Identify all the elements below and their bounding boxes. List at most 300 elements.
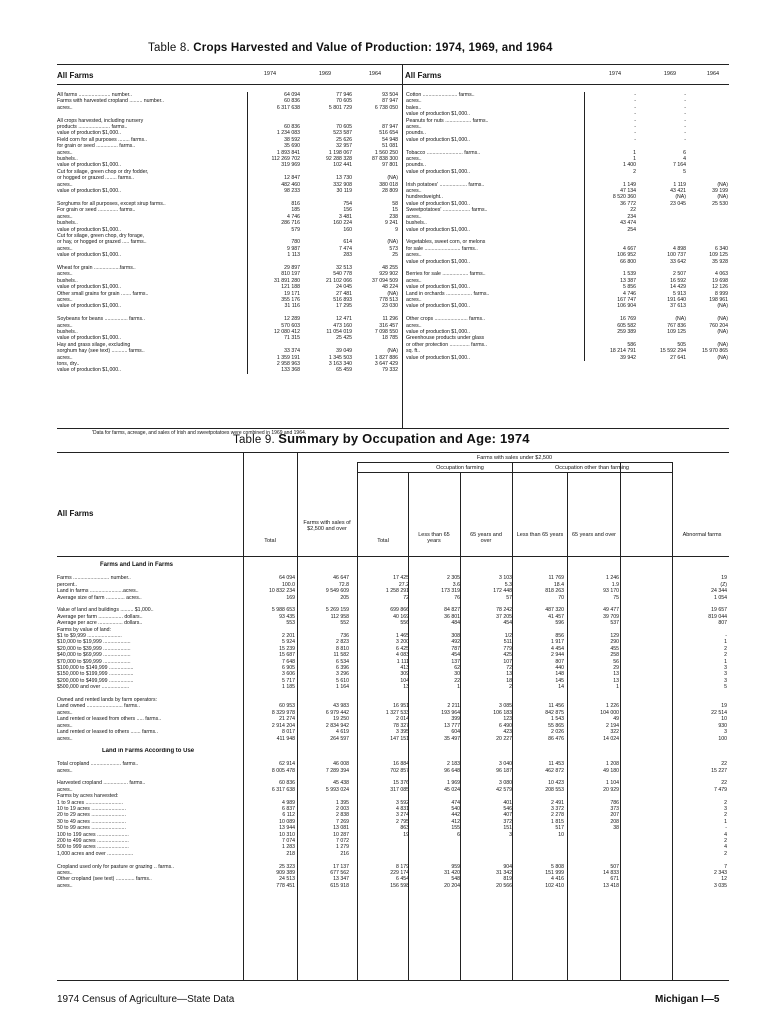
table-cell: 155 <box>451 825 460 832</box>
table-cell: 14 <box>558 684 564 691</box>
row-label: products ...................... farms.. <box>57 124 128 131</box>
table-cell: 4 <box>683 156 686 163</box>
table-cell: 3 103 <box>499 575 512 582</box>
table-cell: 2 278 <box>551 812 564 819</box>
table-cell: (NA) <box>717 303 728 310</box>
table-cell: 160 <box>343 226 352 233</box>
table-cell: 109 125 <box>709 252 728 259</box>
table-cell: - <box>684 117 686 124</box>
table-cell: 198 961 <box>709 296 728 303</box>
table-cell: 9 <box>395 226 398 233</box>
table-cell: 70 <box>558 594 564 601</box>
row-label: $20,000 to $39,999 ................... <box>57 645 131 652</box>
table-cell: 1 279 <box>336 844 349 851</box>
row-label: acres.. <box>57 882 73 889</box>
table-cell: 39 199 <box>712 188 728 195</box>
table-cell: 151 <box>503 825 512 832</box>
table-cell: 6 905 <box>243 665 297 671</box>
table-cell: 15 239 <box>243 646 297 652</box>
table-cell: 33 642 <box>670 258 686 265</box>
table-cell: 35 690 <box>247 143 302 149</box>
table8-center-divider <box>402 64 403 428</box>
table-cell: (NA) <box>675 194 686 201</box>
table9-number: Table 9. <box>233 434 275 446</box>
table-cell: 2 823 <box>336 639 349 646</box>
row-label: acres.. <box>57 869 73 876</box>
table8-right-year-1964: 1964 <box>706 71 720 77</box>
table-cell: 548 <box>451 876 460 883</box>
table-cell: 133 368 <box>247 367 302 373</box>
table-cell: 5.3 <box>504 581 512 588</box>
row-label: Total cropland ..................... farms.. <box>57 761 139 768</box>
table-cell: 72.8 <box>338 581 349 588</box>
table-cell: - <box>684 111 686 118</box>
table8-left-table <box>57 92 401 374</box>
table-cell: 507 <box>610 863 619 870</box>
row-label: acres.. <box>406 98 422 105</box>
table-cell: 17 137 <box>333 863 349 870</box>
table-cell: (NA) <box>717 194 728 201</box>
table-cell: 60 836 <box>247 124 302 130</box>
table-cell: - <box>584 137 638 143</box>
table-cell: 1 327 533 <box>385 709 409 716</box>
table9-sales-under-header: Farms with sales under $2,500 <box>476 455 553 461</box>
table-cell: 286 716 <box>247 220 302 226</box>
row-label: pounds.. <box>406 162 426 169</box>
table-cell: 8 520 360 <box>584 194 638 200</box>
row-label: value of production $1,000.. <box>57 252 122 259</box>
table-cell: 7 479 <box>714 786 727 793</box>
row-label: Farms by value of land: <box>57 626 111 633</box>
table-cell: 43 474 <box>584 220 638 226</box>
table-cell: 516 654 <box>379 130 398 137</box>
table-cell: 49 477 <box>603 607 619 614</box>
table-cell: - <box>684 130 686 137</box>
table-cell: 16 769 <box>584 316 638 322</box>
row-label: 10 to 19 acres ........................ <box>57 805 126 812</box>
table-cell: 33 374 <box>247 348 302 354</box>
table-row <box>57 367 400 373</box>
table-cell: 1 <box>457 684 460 691</box>
table-cell: 3 <box>724 677 727 684</box>
table-cell: 21 274 <box>243 716 297 722</box>
table-cell: 570 603 <box>247 323 302 329</box>
table-cell: (NA) <box>387 239 398 246</box>
table-cell: 3 035 <box>714 882 727 889</box>
table9-body-table <box>57 569 729 889</box>
row-label: acres.. <box>57 149 73 156</box>
table-cell: 537 <box>610 620 619 627</box>
table-cell: 62 914 <box>243 761 297 767</box>
row-label: 20 to 29 acres ........................ <box>57 812 126 819</box>
row-label: Farms with harvested cropland ......... number.. <box>57 98 164 105</box>
row-label: acres.. <box>57 245 73 252</box>
table-cell: 9 987 <box>247 246 302 252</box>
table-cell: 96 187 <box>496 767 512 774</box>
row-label: bushels.. <box>57 328 78 335</box>
row-label: value of production $1,000.. <box>57 335 122 342</box>
row-label: $1 to $9,999 ........................ <box>57 633 122 640</box>
table9-title <box>233 432 530 447</box>
table-cell: 540 <box>451 805 460 812</box>
table-cell: 1 <box>584 156 638 162</box>
table-cell: 5 <box>724 684 727 691</box>
table-cell: 6 425 <box>396 645 409 652</box>
row-label: Cotton ........................ farms.. <box>406 92 475 98</box>
table8-left-year-1974: 1974 <box>263 71 277 77</box>
table-cell: 102 441 <box>333 162 352 169</box>
table-cell: 264 597 <box>330 735 349 742</box>
table-cell: 412 <box>451 818 460 825</box>
table-cell: 100 737 <box>667 252 686 259</box>
row-label: Other cropland (see text) ............. farms.. <box>57 876 152 883</box>
table-cell: 2 343 <box>714 869 727 876</box>
row-label: bales.. <box>406 104 422 111</box>
table-cell: 12 847 <box>247 175 302 181</box>
table-cell: (NA) <box>717 341 728 348</box>
table-cell: 8 005 478 <box>243 768 297 774</box>
table-cell: 27.2 <box>398 581 409 588</box>
table-cell: 25 626 <box>336 136 352 143</box>
row-label: value of production $1,000.. <box>57 162 122 169</box>
table-cell: 573 <box>389 245 398 252</box>
table-cell: 173 319 <box>441 588 460 595</box>
table9-bottom-rule <box>57 980 729 981</box>
table-cell: 423 <box>503 729 512 736</box>
table-cell: 19 <box>403 831 409 838</box>
table-cell: 238 <box>389 213 398 220</box>
table-cell: 3 647 429 <box>374 361 398 367</box>
table-cell: 18 <box>506 677 512 684</box>
table-cell: 13 081 <box>333 825 349 832</box>
table-cell: 27 641 <box>670 354 686 361</box>
table-cell: 3 163 340 <box>328 361 352 367</box>
table-cell: 104 <box>400 677 409 684</box>
table-cell: 2 <box>724 645 727 652</box>
row-label: 1,000 acres and over .................. <box>57 850 134 857</box>
row-label: $500,000 and over ................... <box>57 684 130 691</box>
table-cell: 79 332 <box>382 367 398 374</box>
table8-title <box>148 43 553 55</box>
table-cell: - <box>684 92 686 98</box>
row-label: Land in orchards .................. farms.. <box>406 290 490 297</box>
table-cell: 13 <box>506 671 512 678</box>
table-cell: 4 <box>724 844 727 851</box>
table-cell: 22 <box>584 207 638 213</box>
table-cell: 3 606 <box>243 671 297 677</box>
table-cell: 107 <box>503 658 512 665</box>
table-cell: 71 315 <box>247 335 302 341</box>
table-cell: 100.0 <box>243 582 297 588</box>
table-cell: 807 <box>555 658 564 665</box>
table-cell: 1 <box>724 818 727 825</box>
table-cell: 6 <box>683 149 686 156</box>
table9-header-rule <box>357 462 672 463</box>
table-cell: 10 089 <box>243 819 297 825</box>
table-cell: 18 214 791 <box>584 348 638 354</box>
table-cell: 84 827 <box>444 607 460 614</box>
table-cell: 1 234 083 <box>247 130 302 136</box>
table-cell: 19 657 <box>711 607 727 614</box>
table-cell: 66 800 <box>584 259 638 265</box>
table-cell: 31 891 280 <box>247 278 302 284</box>
table-cell: 41 457 <box>548 613 564 620</box>
row-label: value of production $1,000.. <box>57 188 122 195</box>
table-cell: 819 044 <box>708 613 727 620</box>
table-cell: 2 <box>724 837 727 844</box>
table-cell: 702 857 <box>390 767 409 774</box>
table-cell: 3 200 <box>396 639 409 646</box>
table-cell: 614 <box>343 239 352 246</box>
table-cell: 3 <box>509 831 512 838</box>
table-cell: 76 <box>454 594 460 601</box>
table-cell: 49 <box>613 716 619 723</box>
table-cell: 2 194 <box>606 722 619 729</box>
row-label: Vegetables, sweet corn, or melons <box>406 239 486 246</box>
table8-number: Table 8. <box>148 42 190 54</box>
table-cell: 147 151 <box>390 735 409 742</box>
table-cell: 407 <box>503 812 512 819</box>
table-cell: (NA) <box>717 181 728 188</box>
table-cell: 10 <box>721 716 727 723</box>
table-cell: 3 040 <box>499 761 512 768</box>
spacer-cell <box>621 883 674 889</box>
table-cell: 169 <box>243 595 297 601</box>
table-cell: 56 <box>613 658 619 665</box>
table-cell: 1 198 067 <box>328 149 352 156</box>
table-cell: 399 <box>451 716 460 723</box>
table-cell: 106 904 <box>584 303 638 309</box>
table-cell: 2 958 963 <box>247 361 302 367</box>
table-cell: 58 <box>392 200 398 207</box>
row-label: Berries for sale .................. farms.. <box>406 271 486 278</box>
table8-header-rule <box>57 84 729 85</box>
table-cell: 70 605 <box>336 124 352 131</box>
table-cell: 11 769 <box>548 575 564 582</box>
table-cell: 556 <box>400 620 409 627</box>
row-label: acres.. <box>57 354 73 361</box>
table-cell: 18.4 <box>553 581 564 588</box>
table-cell: 6 979 442 <box>325 709 349 716</box>
table-cell: 5 610 <box>336 677 349 684</box>
table-cell: 1 <box>616 684 619 691</box>
table-cell: 930 <box>718 722 727 729</box>
table-cell: 7 098 550 <box>374 328 398 335</box>
table8-left-heading: All Farms <box>57 71 94 80</box>
table-cell: 5 <box>683 168 686 175</box>
table-cell: 19 <box>721 703 727 710</box>
table-cell: 40 169 <box>393 613 409 620</box>
table9-section-land-use: Land in Farms According to Use <box>102 748 195 755</box>
table-cell: 3 085 <box>499 703 512 710</box>
table-cell: 28 809 <box>382 188 398 195</box>
table-cell: 7 269 <box>336 818 349 825</box>
table-cell: 2 838 <box>336 812 349 819</box>
table-cell: 98 233 <box>247 188 302 194</box>
table-cell: 3 395 <box>396 729 409 736</box>
table-cell: 55 865 <box>548 722 564 729</box>
table-cell: 11 456 <box>548 703 564 710</box>
table-cell: 87 947 <box>382 98 398 105</box>
table-cell: 1 054 <box>714 594 727 601</box>
table-cell: 3 <box>724 805 727 812</box>
table-cell: 863 <box>400 825 409 832</box>
table8-footnote: 'Data for farms, acreage, and sales of Irish and sweetpotatoes were combined in 1969 and 1964. <box>92 430 307 436</box>
row-label: Field corn for all purposes ........ farms.. <box>57 136 147 143</box>
table-cell: 4 746 <box>584 291 638 297</box>
table-cell: 3 <box>724 729 727 736</box>
table-cell: 4 454 <box>551 645 564 652</box>
row-label: All farms ...................... number.. <box>57 92 132 98</box>
table-cell: - <box>684 104 686 111</box>
table-cell: 25 323 <box>243 864 297 870</box>
row-label: acres.. <box>57 104 73 111</box>
row-label: value of production $1,000.. <box>406 354 471 361</box>
table-cell: 22 514 <box>711 709 727 716</box>
table-cell: 172 448 <box>493 588 512 595</box>
table-cell: 32 957 <box>336 143 352 150</box>
row-label: acres.. <box>406 156 422 163</box>
table-cell: 8 017 <box>243 729 297 735</box>
table-cell: 20 204 <box>444 882 460 889</box>
table-cell: 151 999 <box>545 869 564 876</box>
table-cell: 16 592 <box>670 277 686 284</box>
table-cell: 208 <box>610 818 619 825</box>
row-label: For grain or seed .............. farms.. <box>57 207 136 214</box>
table-cell: 10 832 234 <box>243 588 297 594</box>
table-cell: 15 592 294 <box>660 348 686 355</box>
table-cell: 579 <box>247 227 302 233</box>
table-cell: 31 116 <box>247 303 302 309</box>
table-cell: (NA) <box>717 316 728 323</box>
footer-page-number: Michigan I—5 <box>655 994 720 1005</box>
table-cell: 4 898 <box>673 245 686 252</box>
table-cell: 1 827 886 <box>374 354 398 361</box>
table-cell: 492 <box>451 639 460 646</box>
table-cell: 24 344 <box>711 588 727 595</box>
table-cell: 1 465 <box>396 633 409 640</box>
table-cell: 109 125 <box>667 328 686 335</box>
table-cell: 615 918 <box>330 882 349 889</box>
table-cell: 586 <box>584 342 638 348</box>
table-cell: 30 119 <box>336 188 352 195</box>
table-cell: 38 592 <box>247 137 302 143</box>
table-cell: 160 224 <box>333 220 352 227</box>
table-cell: 1 <box>724 658 727 665</box>
row-label: Value of land and buildings ......... $1,000.. <box>57 607 154 614</box>
table-cell: 3 592 <box>396 799 409 806</box>
table-cell: 13 <box>613 677 619 684</box>
table8-right-heading: All Farms <box>405 71 442 80</box>
table-cell: 20 566 <box>496 882 512 889</box>
table-cell: 1 246 <box>606 575 619 582</box>
table-cell: 309 <box>400 671 409 678</box>
table-cell: 27 481 <box>336 290 352 297</box>
table-cell: 605 582 <box>584 323 638 329</box>
table-cell: 106 183 <box>493 709 512 716</box>
table-cell: 3 481 <box>339 213 352 220</box>
table-cell: 1 395 <box>336 799 349 806</box>
table-cell: 193 964 <box>441 709 460 716</box>
table-cell: 156 598 <box>390 882 409 889</box>
row-label: Average size of farm ............. acres.. <box>57 594 142 601</box>
table-cell: 9 241 <box>385 220 398 227</box>
table-cell: 93 170 <box>603 588 619 595</box>
table-cell: 8 810 <box>336 645 349 652</box>
table-cell: 13 944 <box>243 825 297 831</box>
row-label: Wheat for grain ..................farms.. <box>57 264 136 271</box>
table9-left-heading: All Farms <box>57 509 94 518</box>
table-cell: (NA) <box>717 354 728 361</box>
table-cell: 13 <box>613 671 619 678</box>
table-cell: 6 490 <box>499 722 512 729</box>
table-cell: 760 204 <box>709 322 728 329</box>
table-cell: 380 018 <box>379 181 398 188</box>
table-cell: 16 884 <box>393 761 409 768</box>
row-label: Farms ......................... number.. <box>57 575 131 582</box>
table-cell: 121 188 <box>247 284 302 290</box>
table-cell: 2 914 204 <box>243 723 297 729</box>
row-label: Other crops ....................... farms.. <box>406 316 485 323</box>
table-cell: 4 831 <box>396 805 409 812</box>
table-cell: 473 160 <box>333 322 352 329</box>
table-cell: 355 176 <box>247 297 302 303</box>
table-cell: 1 283 <box>243 844 297 850</box>
table-cell: 31 420 <box>444 869 460 876</box>
table-cell: 37 205 <box>496 613 512 620</box>
row-label: Average per acre ................. dollars.. <box>57 620 143 627</box>
table8-right-table <box>406 92 731 361</box>
table-cell: - <box>584 92 638 98</box>
table-cell: 780 <box>247 239 302 245</box>
table-cell: 677 562 <box>330 869 349 876</box>
row-label: acres.. <box>57 709 73 716</box>
row-label: acres.. <box>406 213 422 220</box>
table-cell: 7 648 <box>243 659 297 665</box>
row-label: value of production $1,000.. <box>57 303 122 310</box>
table-cell: 1 560 250 <box>374 149 398 156</box>
row-label: Farms by acres harvested: <box>57 793 119 800</box>
table-cell: 48 224 <box>382 284 398 291</box>
table-cell: - <box>584 111 638 117</box>
table-cell: 54 948 <box>382 136 398 143</box>
table-cell: 2 211 <box>447 703 460 710</box>
row-label: acres.. <box>406 188 422 195</box>
table8-bottom-rule <box>57 428 729 429</box>
table-cell: 60 836 <box>243 780 297 786</box>
table-cell: 425 <box>503 652 512 659</box>
table-cell: 38 <box>613 825 619 832</box>
table-cell: 25 <box>392 252 398 259</box>
table-cell: 736 <box>340 633 349 640</box>
table-cell: 60 953 <box>243 703 297 709</box>
table-cell: 36 801 <box>444 613 460 620</box>
row-label: value of production $1,000.. <box>57 226 122 233</box>
table-cell: - <box>584 124 638 130</box>
table-cell: 454 <box>503 620 512 627</box>
table-cell: 46 647 <box>333 575 349 582</box>
table-cell: 19 171 <box>247 291 302 297</box>
table-cell: 290 <box>610 639 619 646</box>
table-cell: 516 893 <box>333 296 352 303</box>
table8-left-year-1969: 1969 <box>318 71 332 77</box>
table8-top-rule <box>57 64 729 65</box>
table-cell: 7 <box>724 863 727 870</box>
table-cell: 316 457 <box>379 322 398 329</box>
row-label: sorghum hay (see text) ........... farms.. <box>57 348 145 355</box>
table-cell: 37 094 509 <box>372 277 398 284</box>
table-cell: 30 <box>454 671 460 678</box>
